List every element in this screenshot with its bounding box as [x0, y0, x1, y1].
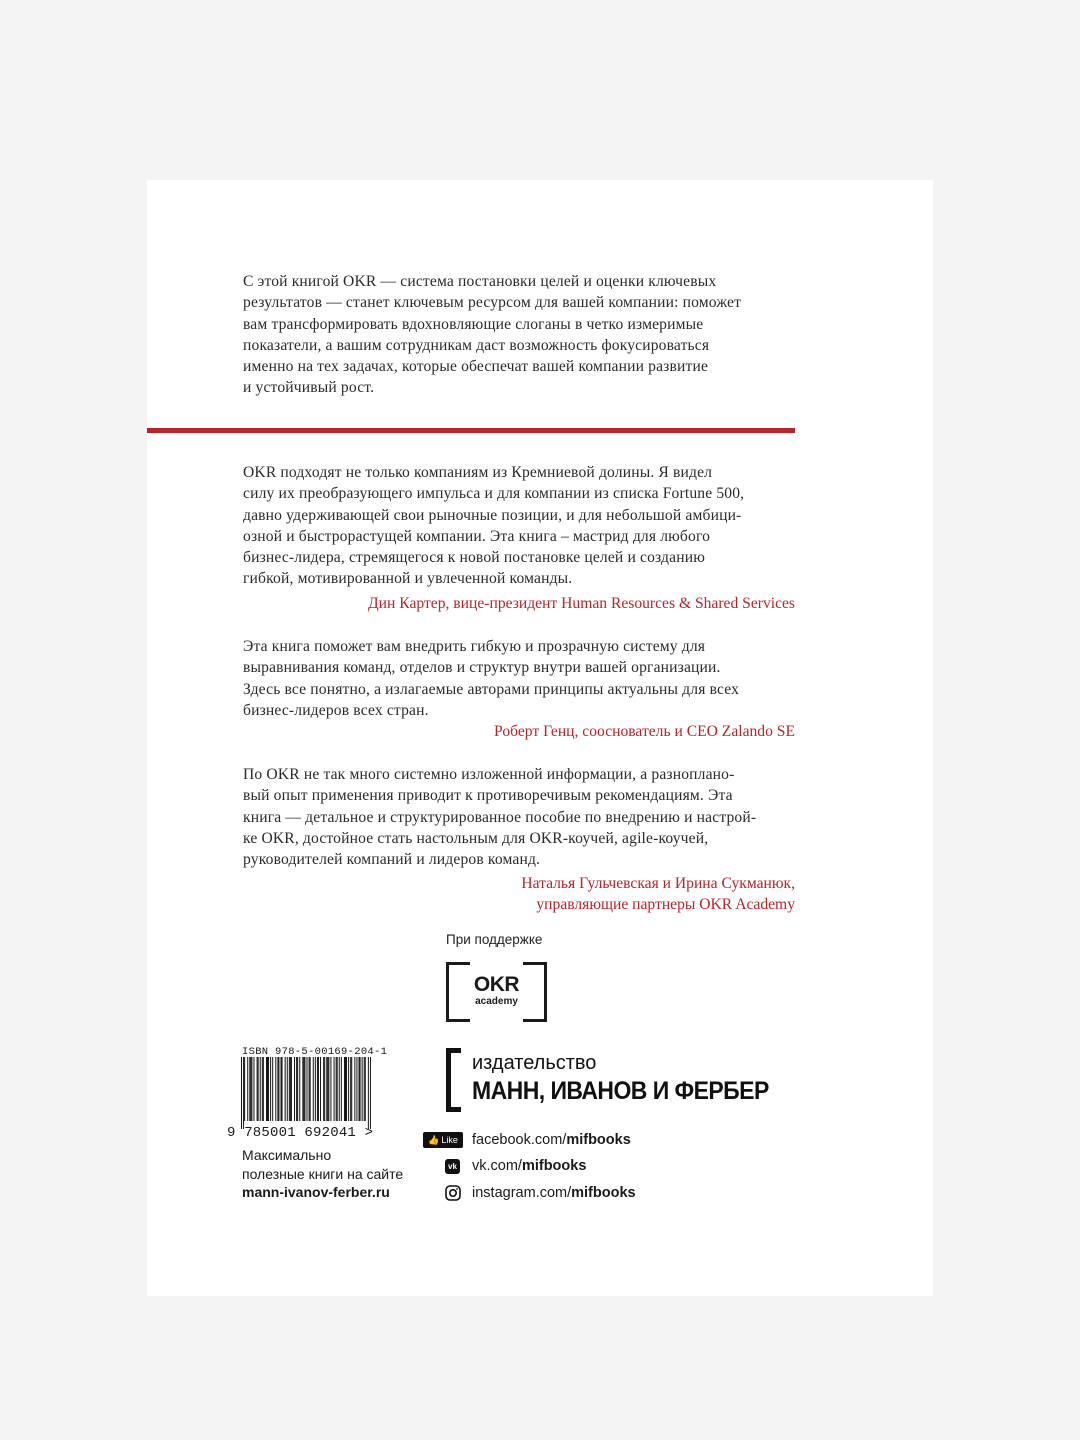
red-divider	[147, 428, 795, 433]
social-vk[interactable]	[423, 1156, 587, 1176]
quote-line: бизнес-лидера, стремящегося к новой постановке целей и созданию	[243, 549, 706, 567]
author-line: управляющие партнеры OKR Academy	[536, 896, 795, 913]
social-link-text[interactable]	[472, 1158, 586, 1174]
author-line: Дин Картер, вице-президент Human Resources & Shared Services	[368, 595, 795, 612]
publisher-name: МАНН, ИВАНОВ И ФЕРБЕР	[472, 1077, 769, 1105]
quote-line: руководителей компаний и лидеров команд.	[243, 851, 541, 869]
publisher-bracket-icon	[446, 1048, 461, 1112]
intro-paragraph	[243, 271, 803, 399]
quote-3-author	[521, 873, 795, 915]
quote-2-author	[494, 721, 795, 742]
author-line: Роберт Генц, сооснователь и CEO Zalando SE	[494, 723, 795, 740]
okr-academy-logo	[446, 962, 547, 1022]
quote-line: озной и быстрорастущей компании. Эта книга – мастрид для любого	[243, 527, 711, 545]
support-label: При поддержке	[446, 932, 543, 947]
quote-1-author	[368, 593, 795, 614]
publisher-label: издательство	[472, 1052, 597, 1074]
quote-line: Эта книга поможет вам внедрить гибкую и прозрачную систему для	[243, 638, 706, 655]
intro-line: и устойчивый рост.	[243, 379, 375, 397]
quote-line: книга — детальное и структурированное пособие по внедрению и настрой-	[243, 808, 757, 826]
quote-line: гибкой, мотивированной и увлеченной команды.	[243, 570, 573, 588]
quote-line: силу их преобразующего импульса и для компании из списка Fortune 500,	[243, 485, 745, 503]
quote-line: давно удерживающей свои рыночные позиции, и для небольшой амбици-	[243, 506, 742, 524]
intro-line: С этой книгой OKR — система постановки целей и оценки ключевых	[243, 273, 717, 290]
logo-academy-text: academy	[475, 996, 518, 1007]
barcode	[227, 1057, 383, 1143]
social-link-text[interactable]	[472, 1185, 636, 1201]
barcode-bars	[241, 1057, 371, 1129]
barcode-digits: 9 785001 692041 >	[227, 1125, 374, 1141]
quote-line: Здесь все понятно, а излагаемые авторами принципы актуальны для всех	[243, 680, 740, 698]
site-tagline	[242, 1146, 403, 1202]
quote-line: вый опыт применения приводит к противоречивым рекомендациям. Эта	[243, 787, 733, 805]
intro-line: именно на тех задачах, которые обеспечат вашей компании развитие	[243, 358, 709, 376]
social-handle: mifbooks	[521, 1158, 587, 1174]
intro-line: показатели, а вашим сотрудникам даст возможность фокусироваться	[243, 336, 710, 354]
quote-2-text	[243, 636, 803, 721]
logo-okr-text: OKR	[473, 973, 520, 996]
site-link[interactable]	[242, 1183, 403, 1202]
quote-line: бизнес-лидеров всех стран.	[243, 701, 429, 719]
quote-3-text	[243, 764, 803, 870]
intro-line: вам трансформировать вдохновляющие слоганы в четко измеримые	[243, 315, 704, 333]
social-handle: mifbooks	[571, 1185, 636, 1201]
vk-icon	[445, 1159, 460, 1174]
social-prefix: vk.com/	[472, 1158, 522, 1174]
social-facebook[interactable]	[423, 1130, 631, 1150]
social-handle: mifbooks	[566, 1132, 631, 1148]
social-link-text[interactable]	[472, 1132, 631, 1148]
tagline-line: полезные книги на сайте	[242, 1165, 404, 1182]
vk-badge-text: vk	[448, 1161, 457, 1171]
social-instagram[interactable]	[423, 1183, 636, 1203]
social-prefix: instagram.com/	[472, 1185, 572, 1201]
isbn-number: ISBN 978-5-00169-204-1	[242, 1046, 388, 1058]
instagram-icon	[445, 1185, 461, 1201]
quote-line: ке OKR, достойное стать настольным для OKR-коучей, agile-коучей,	[243, 829, 709, 847]
tagline-line: Максимально	[242, 1147, 332, 1163]
site-url[interactable]: mann-ivanov-ferber.ru	[242, 1184, 390, 1200]
social-prefix: facebook.com/	[472, 1132, 567, 1148]
book-back-cover	[147, 180, 933, 1296]
quote-1-text	[243, 462, 803, 590]
quote-line: По OKR не так много системно изложенной информации, а разноплано-	[243, 766, 735, 783]
like-icon: 👍 Like	[423, 1132, 463, 1148]
author-line: Наталья Гульчевская и Ирина Сукманюк,	[521, 875, 795, 892]
quote-line: OKR подходят не только компаниям из Кремниевой долины. Я видел	[243, 464, 713, 481]
like-badge-text: Like	[441, 1135, 458, 1145]
quote-line: выравнивания команд, отделов и структур внутри вашей организации.	[243, 659, 721, 677]
intro-line: результатов — станет ключевым ресурсом для вашей компании: поможет	[243, 294, 742, 312]
